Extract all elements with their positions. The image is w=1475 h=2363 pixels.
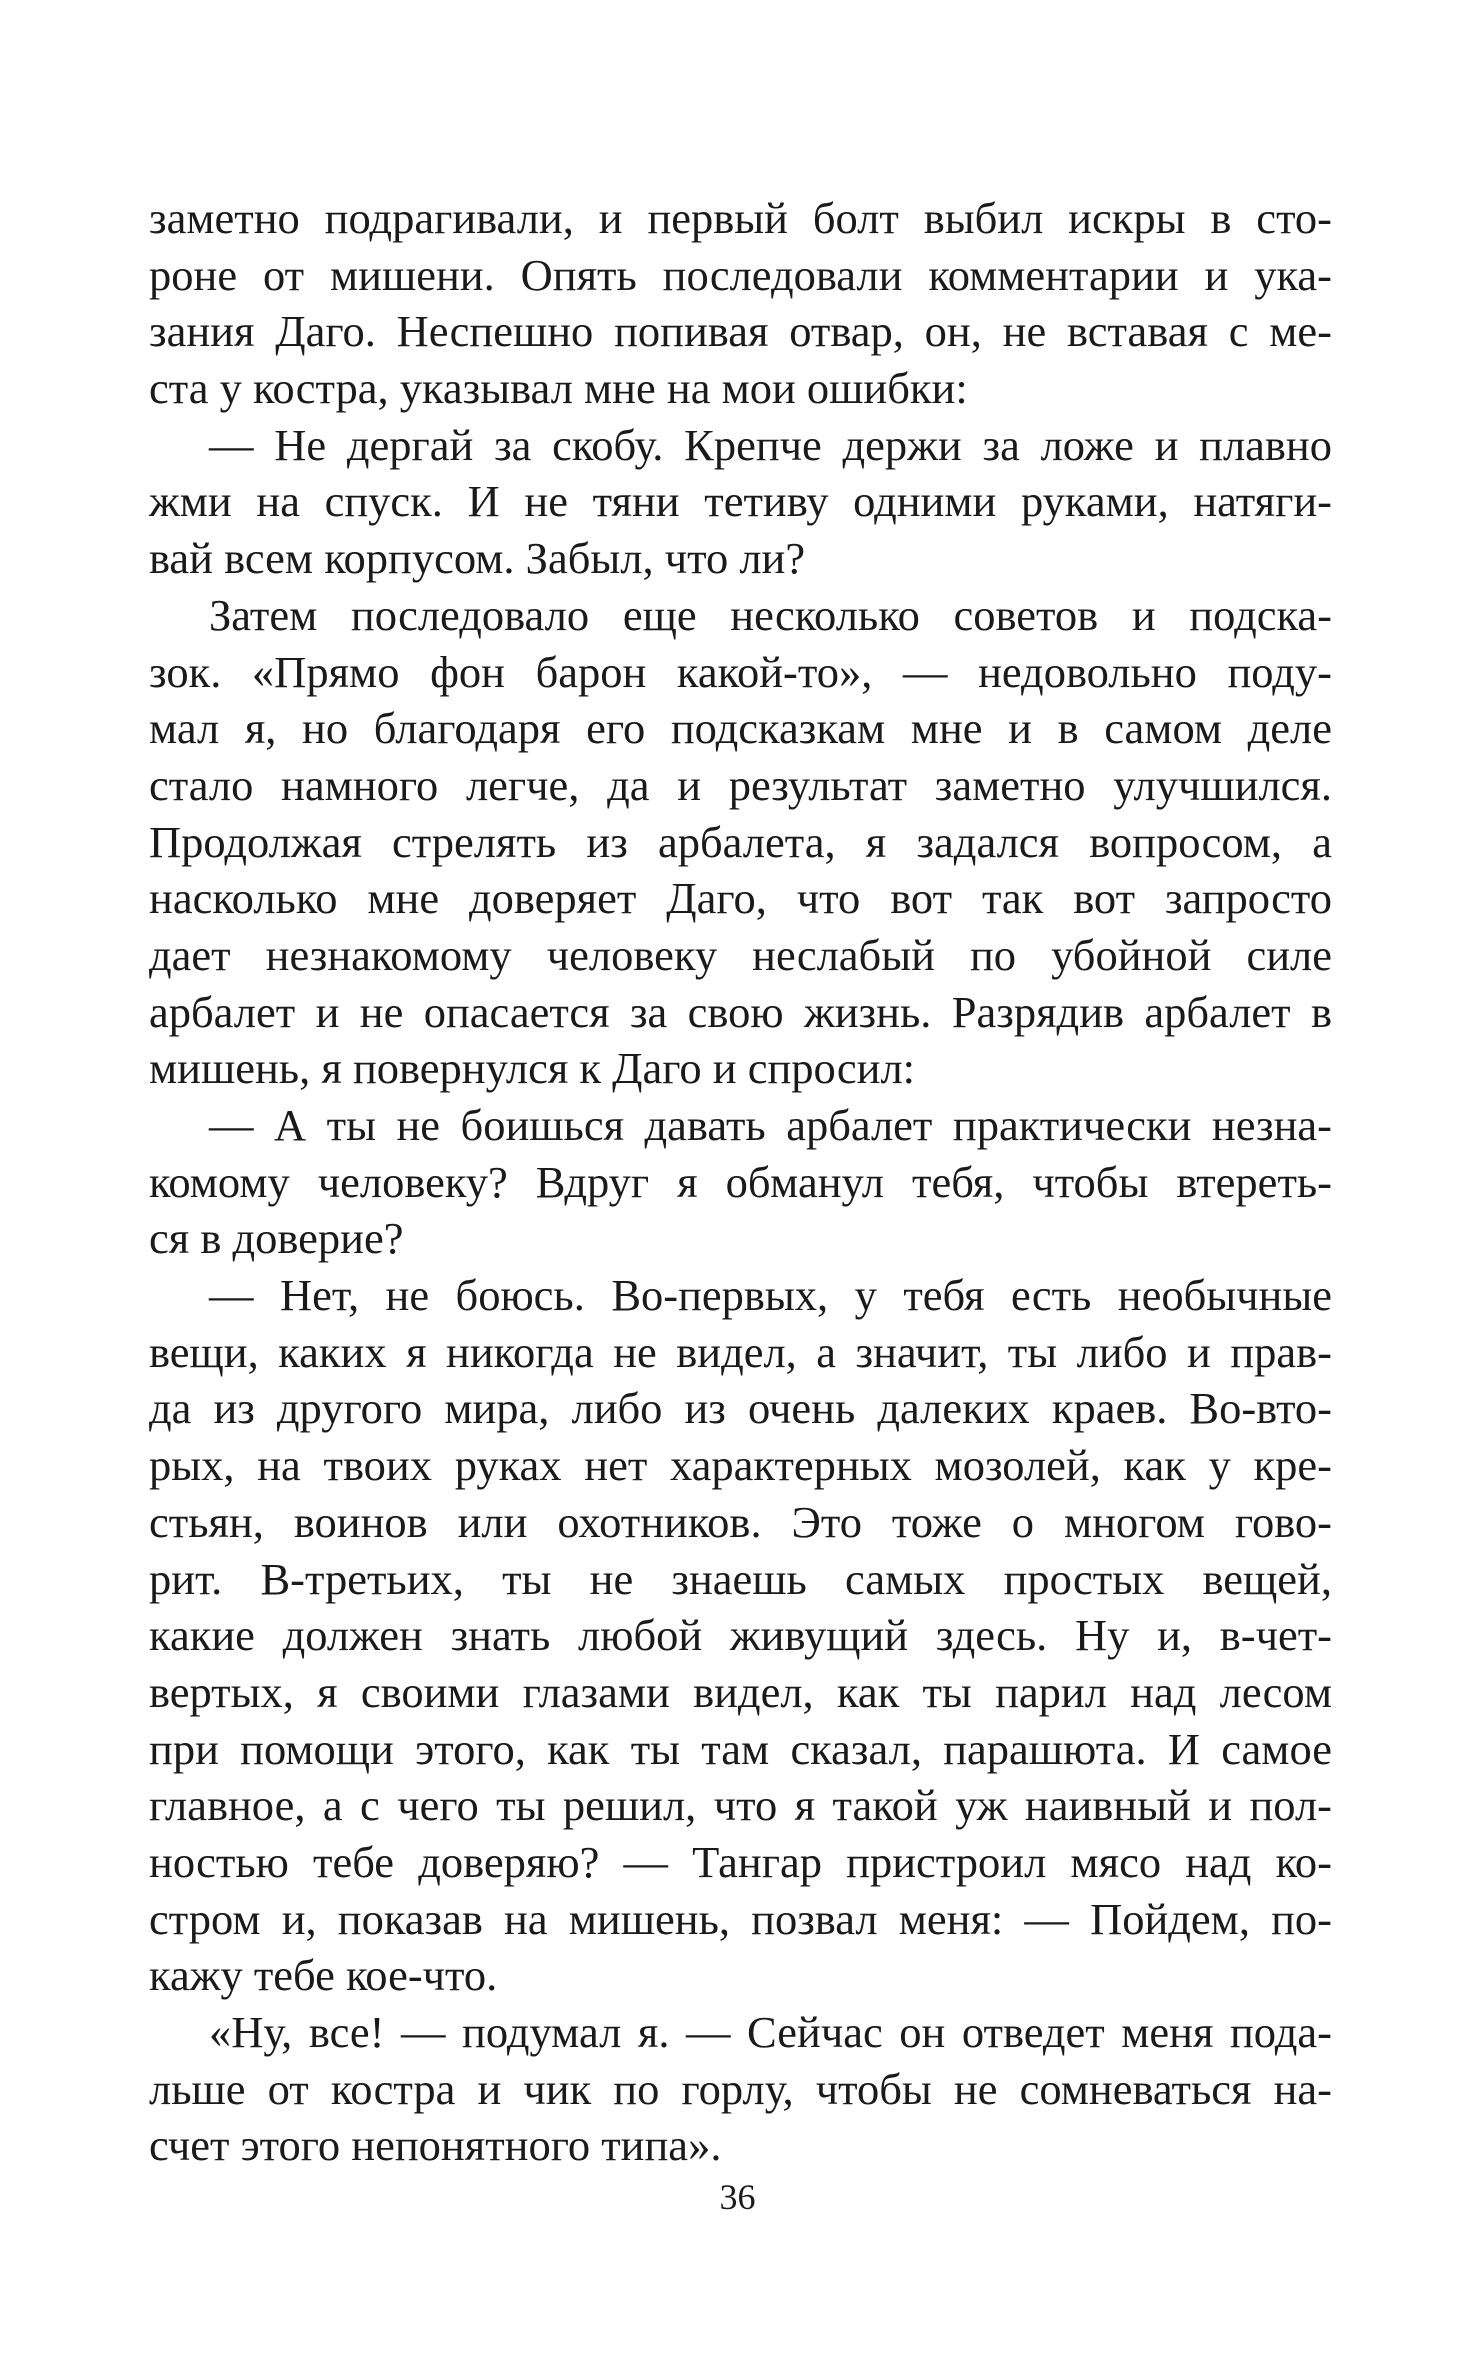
text-line: стало намного легче, да и результат заметно улучшился. [149,759,1332,810]
text-line: ностью тебе доверяю? — Тангар пристроил мясо над ко- [149,1836,1332,1887]
text-line: зания Даго. Неспешно попивая отвар, он, не вставая с ме- [149,306,1332,357]
text-line: заметно подрагивали, и первый болт выбил искры в сто- [149,193,1332,243]
page-number: 36 [719,2177,756,2217]
text-line: комому человеку? Вдруг я обманул тебя, чтобы втереть- [149,1156,1332,1207]
text-line: «Ну, все! — подумал я. — Сейчас он отведет меня пода- [209,2007,1332,2057]
text-line: льше от костра и чик по горлу, чтобы не сомневаться на- [149,2063,1332,2114]
text-line: при помощи этого, как ты там сказал, парашюта. И самое [149,1723,1332,1774]
text-line: — А ты не боишься давать арбалет практически незна- [209,1100,1332,1150]
text-line: вещи, каких я никогда не видел, а значит, ты либо и прав- [149,1326,1332,1377]
text-line: вай всем корпусом. Забыл, что ли? [149,533,806,584]
text-line: вертых, я своими глазами видел, как ты парил над лесом [149,1666,1332,1717]
text-line: рых, на твоих руках нет характерных мозолей, как у кре- [149,1440,1332,1491]
text-line: насколько мне доверяет Даго, что вот так вот запросто [149,873,1332,924]
text-line: мишень, я повернулся к Даго и спросил: [149,1043,916,1094]
text-line: ся в доверие? [149,1213,404,1264]
text-line: главное, а с чего ты решил, что я такой уж наивный и пол- [149,1780,1332,1831]
text-line: жми на спуск. И не тяни тетиву одними руками, натяги- [149,476,1332,527]
text-line: да из другого мира, либо из очень далеких краев. Во-вто- [149,1383,1332,1434]
text-line: кажу тебе кое-что. [149,1950,498,2001]
text-line: стьян, воинов или охотников. Это тоже о многом гово- [149,1496,1332,1547]
text-line: Продолжая стрелять из арбалета, я задался вопросом, а [149,816,1332,867]
text-line: рит. В-третьих, ты не знаешь самых простых вещей, [149,1553,1332,1604]
text-line: роне от мишени. Опять последовали комментарии и ука- [149,249,1332,300]
text-line: Затем последовало еще несколько советов и подска- [209,589,1332,640]
text-line: стром и, показав на мишень, позвал меня: — Пойдем, по- [149,1893,1332,1944]
text-line: дает незнакомому человеку неслабый по убойной силе [149,929,1332,980]
text-line: арбалет и не опасается за свою жизнь. Разрядив арбалет в [149,986,1332,1037]
text-line: мал я, но благодаря его подсказкам мне и в самом деле [149,703,1332,754]
text-line: — Нет, не боюсь. Во-первых, у тебя есть необычные [209,1270,1332,1321]
text-line: счет этого непонятного типа». [149,2120,722,2171]
text-line: ста у костра, указывал мне на мои ошибки: [149,363,968,414]
text-line: зок. «Прямо фон барон какой-то», — недовольно поду- [149,646,1332,697]
text-line: какие должен знать любой живущий здесь. Ну и, в-чет- [149,1610,1332,1661]
text-line: — Не дергай за скобу. Крепче держи за ложе и плавно [209,419,1332,470]
page-body-text [149,190,1332,2174]
